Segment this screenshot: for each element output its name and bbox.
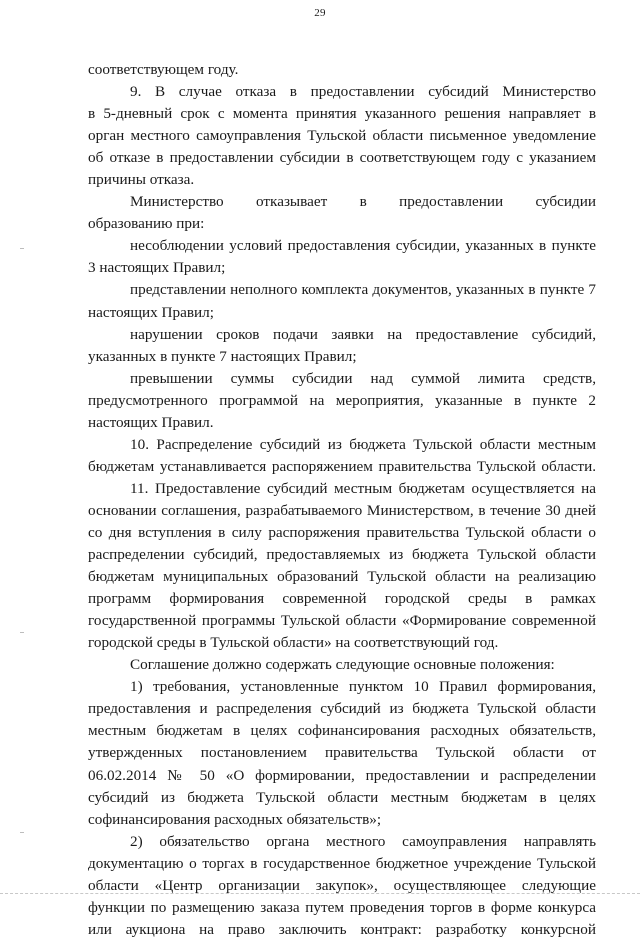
text-line: местным бюджетам в целях софинансирования расходных обязательств,	[88, 722, 596, 740]
text-line: 9. В случае отказа в предоставлении субсидий Министерство	[130, 83, 596, 101]
text-line: представлении неполного комплекта документов, указанных в пункте 7	[130, 281, 596, 299]
text-line: орган местного самоуправления Тульской области письменное уведомление	[88, 127, 596, 145]
text-line: программ формирования современной городской среды в рамках	[88, 590, 596, 608]
margin-mark	[20, 248, 24, 249]
text-line: настоящих Правил.	[88, 413, 214, 431]
text-line: в 5-дневный срок с момента принятия указанного решения направляет в	[88, 105, 596, 123]
text-line: или аукциона на право заключить контракт: разработку конкурсной	[88, 920, 596, 938]
text-line: документацию о торгах в государственное бюджетное учреждение Тульской	[88, 854, 596, 872]
text-line: функции по размещению заказа путем проведения торгов в форме конкурса	[88, 898, 596, 916]
margin-mark	[20, 832, 24, 833]
text-line: 2) обязательство органа местного самоуправления направлять	[130, 832, 596, 850]
scan-edge-line	[0, 893, 640, 896]
text-line: бюджетам устанавливается распоряжением правительства Тульской области.	[88, 457, 596, 475]
text-line: указанных в пункте 7 настоящих Правил;	[88, 347, 357, 365]
text-line: 10. Распределение субсидий из бюджета Тульской области местным	[130, 435, 596, 453]
text-line: основании соглашения, разрабатываемого Министерством, в течение 30 дней	[88, 501, 596, 519]
text-line: превышении суммы субсидии над суммой лимита средств,	[130, 369, 596, 387]
text-line: государственной программы Тульской области «Формирование современной	[88, 612, 596, 630]
text-line: соответствующем году.	[88, 61, 239, 78]
text-line: 11. Предоставление субсидий местным бюджетам осуществляется на	[130, 479, 596, 497]
text-line: со дня вступления в силу распоряжения правительства Тульской области о	[88, 523, 596, 541]
text-line: бюджетам муниципальных образований Тульской области на реализацию	[88, 568, 596, 586]
text-line: 06.02.2014 № 50 «О формировании, предоставлении и распределении	[88, 766, 596, 784]
text-line: распределении субсидий, предоставляемых из бюджета Тульской области	[88, 546, 596, 564]
text-line: причины отказа.	[88, 171, 195, 189]
page-number: 29	[314, 7, 326, 19]
margin-mark	[20, 632, 24, 633]
text-line: несоблюдении условий предоставления субсидии, указанных в пункте	[130, 237, 596, 255]
text-line: софинансирования расходных обязательств»;	[88, 810, 382, 828]
text-line: нарушении сроков подачи заявки на предоставление субсидий,	[130, 325, 596, 343]
text-line: Соглашение должно содержать следующие основные положения:	[130, 656, 555, 674]
text-line: 3 настоящих Правил;	[88, 259, 226, 277]
text-line: области «Центр организации закупок», осуществляющее следующие	[88, 876, 596, 894]
text-line: 1) требования, установленные пунктом 10 Правил формирования,	[130, 678, 596, 696]
text-line: предусмотренного программой на мероприятия, указанные в пункте 2	[88, 391, 596, 409]
text-line: субсидий из бюджета Тульской области местным бюджетам в целях	[88, 788, 596, 806]
document-body	[88, 59, 596, 941]
text-line: городской среды в Тульской области» на соответствующий год.	[88, 634, 499, 652]
text-line: Министерство отказывает в предоставлении субсидии	[130, 193, 596, 211]
text-line: утвержденных постановлением правительства Тульской области от	[88, 744, 596, 762]
text-line: настоящих Правил;	[88, 303, 214, 321]
text-line: предоставления и распределения субсидий из бюджета Тульской области	[88, 700, 596, 718]
text-line: об отказе в предоставлении субсидии в соответствующем году с указанием	[88, 149, 596, 167]
text-line: образованию при:	[88, 215, 205, 233]
